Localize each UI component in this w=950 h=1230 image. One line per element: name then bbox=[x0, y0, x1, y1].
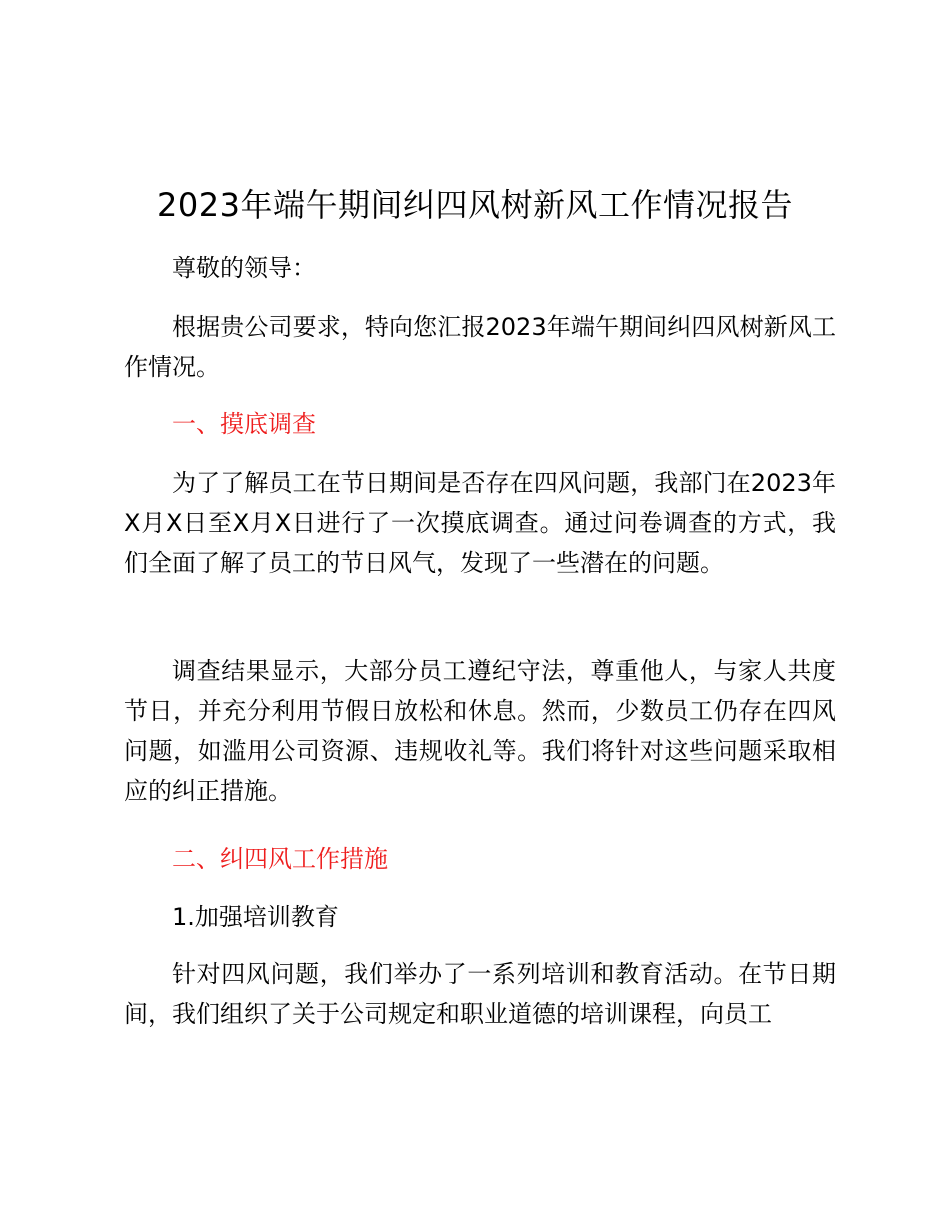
measures-paragraph-1: 针对四风问题，我们举办了一系列培训和教育活动。在节日期间，我们组织了关于公司规定和职业道德的培训课程，向员工 bbox=[124, 960, 836, 1028]
intro-paragraph: 根据贵公司要求，特向您汇报2023年端午期间纠四风树新风工作情况。 bbox=[124, 313, 836, 381]
greeting: 尊敬的领导： bbox=[172, 254, 316, 282]
document-title: 2023年端午期间纠四风树新风工作情况报告 bbox=[157, 186, 793, 224]
section-heading-survey: 一、摸底调查 bbox=[172, 410, 316, 438]
survey-paragraph-1: 为了了解员工在节日期间是否存在四风问题，我部门在2023年X月X日至X月X日进行了一次摸底调查。通过问卷调查的方式，我们全面了解了员工的节日风气，发现了一些潜在的问题。 bbox=[124, 469, 836, 577]
survey-paragraph-2: 调查结果显示，大部分员工遵纪守法，尊重他人，与家人共度节日，并充分利用节假日放松和休息。然而，少数员工仍存在四风问题，如滥用公司资源、违规收礼等。我们将针对这些问题采取相应的纠正措施。 bbox=[124, 657, 836, 805]
subheading-training: 1.加强培训教育 bbox=[172, 903, 339, 931]
section-heading-measures: 二、纠四风工作措施 bbox=[172, 845, 388, 873]
